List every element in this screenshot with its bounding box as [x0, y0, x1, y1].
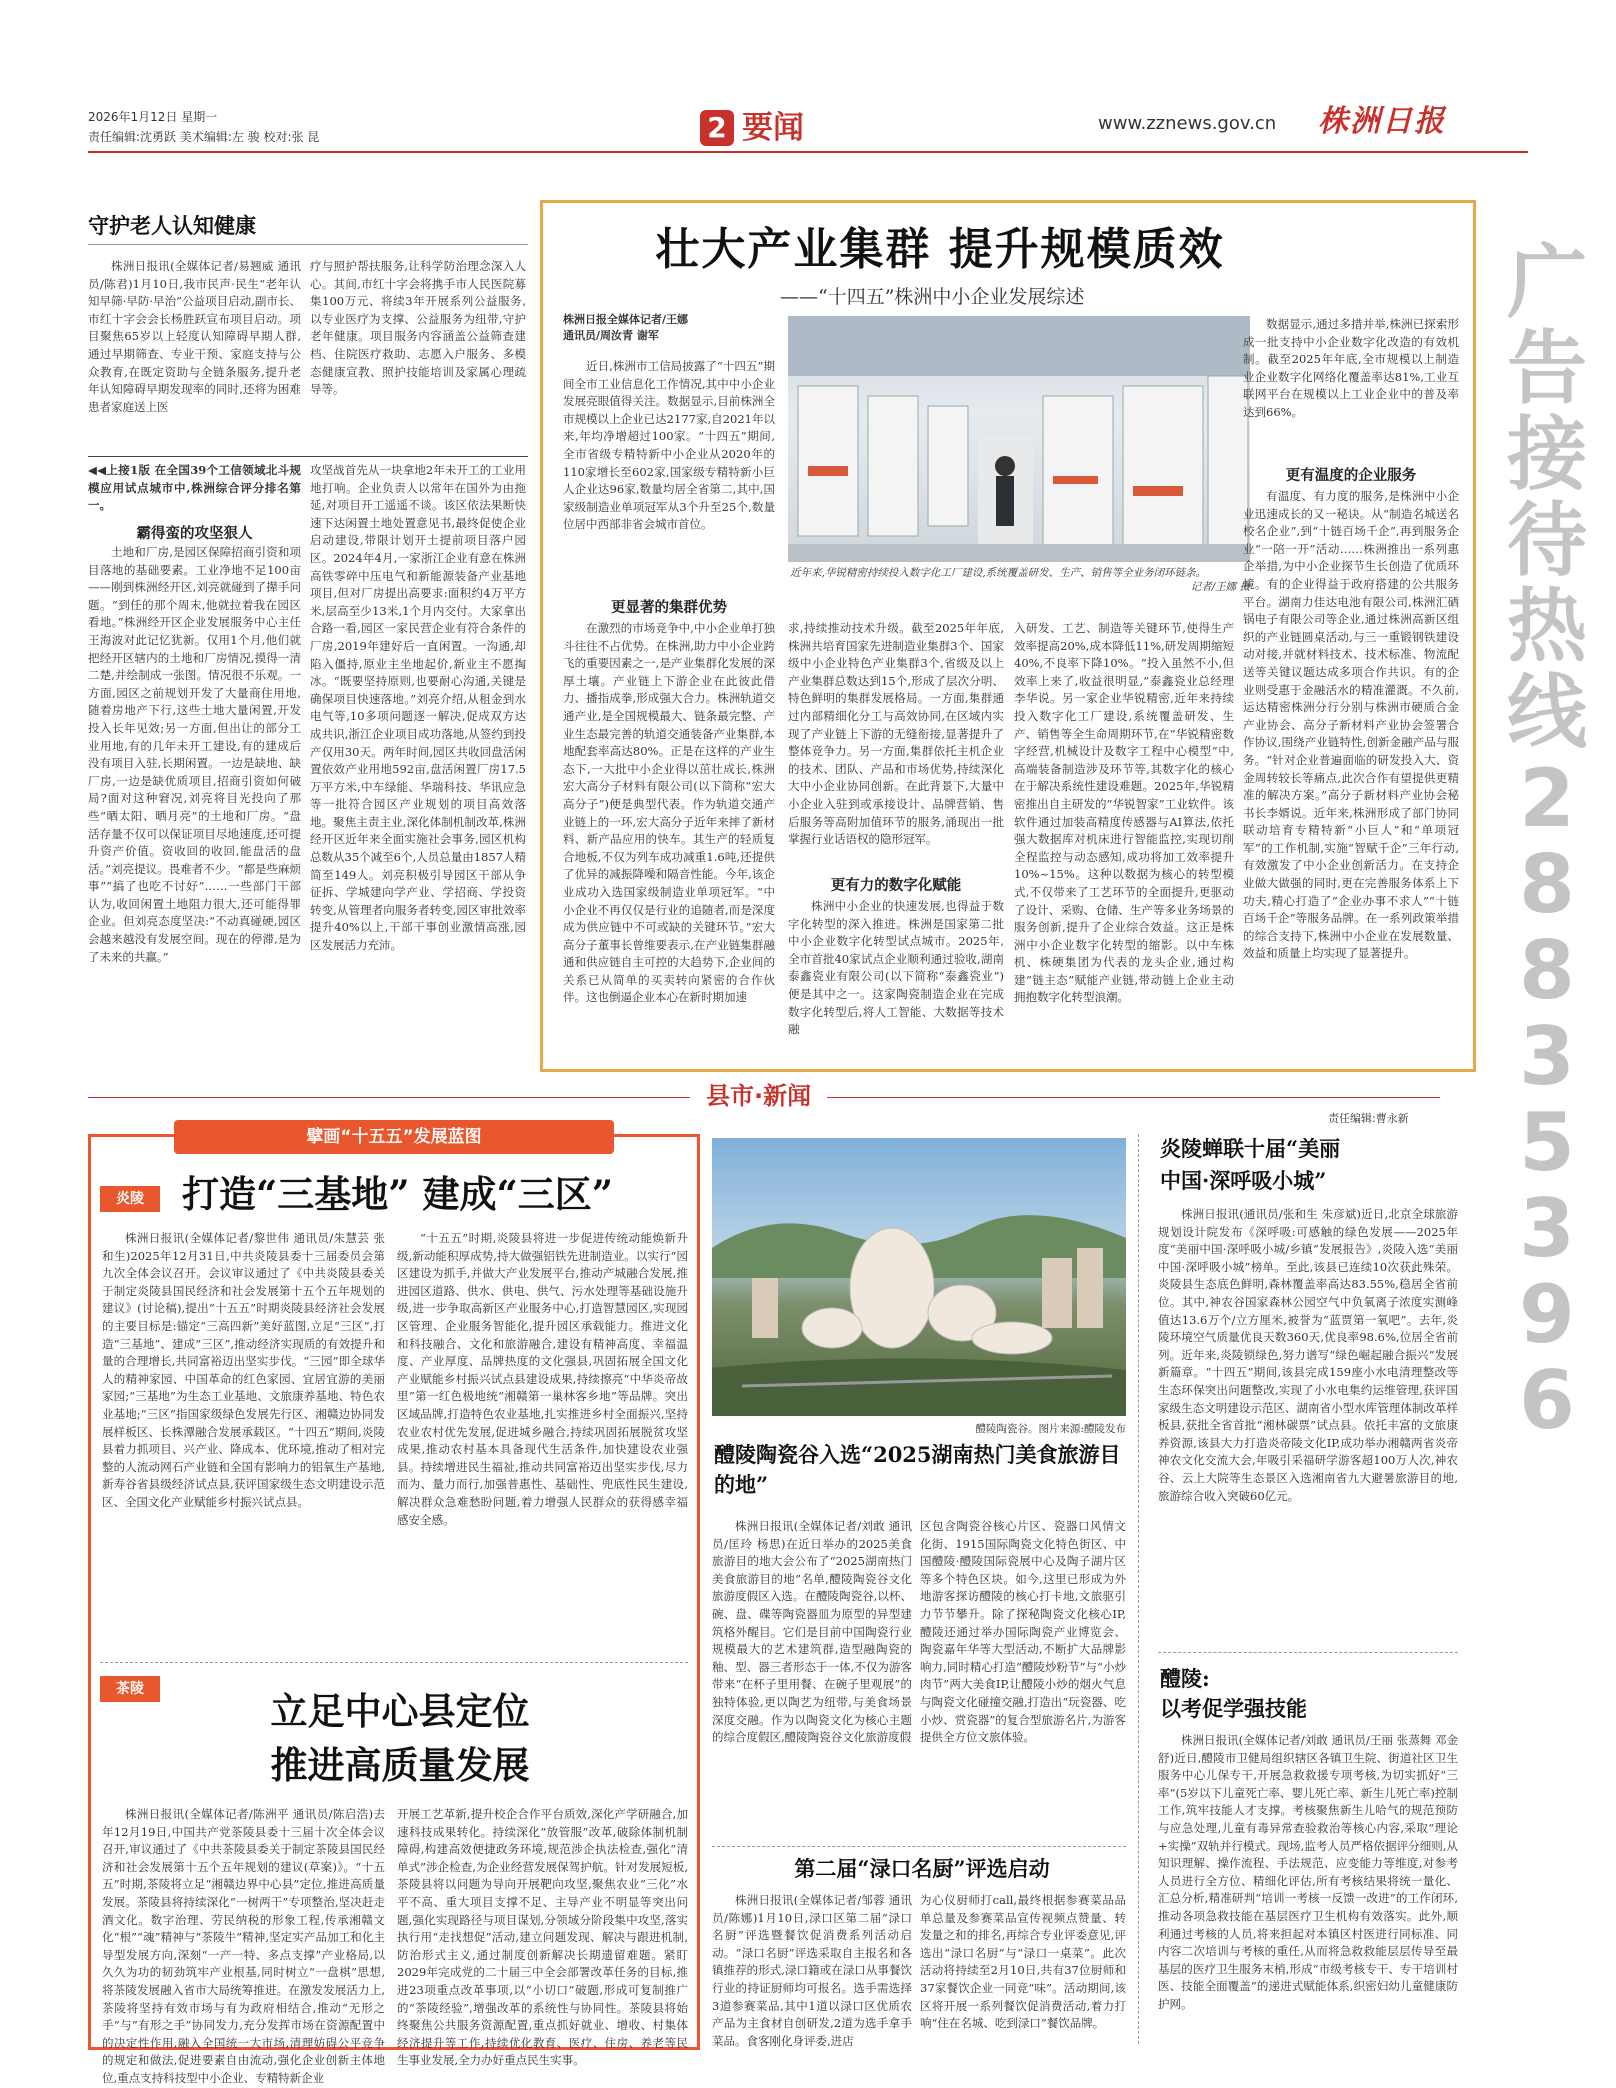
county-ribbon: 擘画“十五五”发展蓝图: [174, 1120, 614, 1154]
article-elderly-col1: [88, 258, 301, 438]
paragraph: 在激烈的市场竞争中,中小企业单打独斗往往不占优势。在株洲,助力中小企业跨飞的重要因素之一,是产业集群化发展的深厚土壤。产业链上下游企业在此彼此借力、播指成拳,形成强大合力。株洲轨道交通产业,是全国规模最大、链条最完整、产业生态最完善的轨道交通装备产业集群,本地配套率高达80%。正是在这样的产业生态下,一大批中小企业得以茁壮成长,株洲宏大高分子材料有限公司(以下简称“宏大高分子”)便是典型代表。作为轨道交通产业链上的一环,宏大高分子近年来摔了新材料、新产品应用的快车。其生产的轻质复合地板,不仅为列车成功减重1.6吨,还提供了优异的减振降噪和隔音性能。今年,该企业成功入选国家级制造业单项冠军。“中小企业不再仅仅是行业的追随者,而是深度成为供应链中不可或缺的关键环节。”宏大高分子董事长曾维要表示,在产业链集群融通和供应链自主可控的大趋势下,企业间的关系已从简单的买卖转向紧密的合作伙伴。这也倒逼企业本心在新时期加速: [563, 621, 775, 1005]
factory-illustration: [788, 316, 1250, 562]
feature-byline: 株洲日报全媒体记者/王娜 通讯员/周汝青 谢军: [563, 313, 689, 342]
paragraph: 株洲日报讯(全媒体记者/易翘威 通讯员/陈君)1月10日,我市民声·民生“老年认知早筛·早防·早治”公益项目启动,副市长、市红十字会会长杨胜跃宣布项目启动。项目聚焦65岁以上轻度认知障碍早期人群,通过早期筛查、专业干预、家庭支持与公众教育,在既定资助与全链条服务,提升老年认知障碍早期发现率的同时,还将为困难患者家庭送上医: [88, 259, 301, 414]
section-name: 要闻: [742, 110, 804, 146]
pottery-col2: [920, 1518, 1126, 1836]
ad-char: 3: [1519, 1010, 1575, 1103]
ad-char: 接: [1507, 408, 1587, 501]
chef-col1: [712, 1892, 912, 2052]
paragraph: 株洲日报讯(全媒体记者/刘敢 通讯员/匡玲 杨思)在近日举办的2025美食旅游目的地大会公布了“2025湖南热门美食旅游目的地”名单,醴陵陶瓷谷文化旅游度假区入选。在醴陵陶瓷谷,以杯、碗、盘、碟等陶瓷器皿为原型的异型建筑格外醒目。它们是目前中国陶瓷行业规模最大的艺术建筑群,造型融陶瓷的釉、型、器三者形态于一体,不仅为游客带来“在杯子里用餐、在碗子里观展”的独特体验,更以陶艺为纽带,与美食场景深度交融。作为以陶瓷文化为核心主题的综合度假区,醴陵陶瓷谷文化旅游度假: [712, 1519, 912, 1745]
feature-col4b: [1243, 488, 1459, 1058]
chaling-title-1: 立足中心县定位: [270, 1689, 530, 1733]
feature-subtitle: ——“十四五”株洲中小企业发展综述: [780, 286, 1085, 308]
paragraph: 株洲日报讯(全媒体记者/邹蓉 通讯员/陈娜)1月10日,渌口区第二届“渌口名厨”评选暨餐饮促消费系列活动启动。“渌口名厨”评选采取自主报名和各镇推荐的形式,渌口籍或在渌口从事餐饮行业的持证厨师均可报名。选手需选择3道参赛菜品,其中1道以渌口区优质农产品为主食材自创研发,2道为选手拿手菜品。食客刚化身评委,进店: [712, 1893, 912, 2048]
ad-hotline: [1482, 236, 1612, 1447]
paragraph: 近日,株洲市工信局披露了“十四五”期间全市工业信息化工作情况,其中中小企业发展亮眼值得关注。数据显示,目前株洲全市规模以上企业已达2177家,自2021年以来,年均净增超过100家。“十四五”期间,全市省级专精特新中小企业从2020年的110家增长至602家,国家级专精特新小巨人企业达96家,数量均居全省第二,其中,国家级制造业单项冠军从3个升至25个,数量位居中西部非省会城市首位。: [563, 359, 775, 532]
yanling-title: 打造“三基地” 建成“三区”: [182, 1172, 614, 1216]
feature-sub2: 更有力的数字化赋能: [830, 878, 962, 894]
paragraph: 入研发、工艺、制造等关键环节,使得生产效率提高20%,成本降低11%,研发周期缩短40%,不良率下降10%。“投入虽然不小,但效率上来了,收益很明显,”泰鑫瓷业总经理李华说。另一家企业华锐精密,近年来持续投入数字化工厂建设,系统覆盖研发、生产、销售等全生命周期环节,在“华锐精密数字经营,机械设计及数字工程中心模型”中,高端装备制造涉及环节等,其数字化的核心在于解决系统性建设难题。2025年,华锐精密推出自主研发的“华锐智家”工业软件。该软件通过加装高精度传感器与AI算法,依托强大数据库对机床进行智能监控,实现切削全程监控与动态感知,成功将加工效率提升10%~15%。这种以数据为核心的转型模式,不仅带来了工艺环节的全面提升,更驱动了设计、采购、仓储、生产等多业务场景的服务创新,提升了企业综合效益。这正是株洲中小企业数字化转型的缩影。以中车株机、株硬集团为代表的龙头企业,通过构建“链主态”赋能产业链,带动链上企业主动拥抱数字化转型浪潮。: [1014, 621, 1234, 1005]
paragraph: 数据显示,通过多措并举,株洲已探索形成一批支持中小企业数字化改造的有效机制。截至2025年年底,全市规模以上制造业企业数字化网络化覆盖率达81%,工业互联网平台在规模以上工业企业中的普及率达到66%。: [1243, 317, 1459, 419]
ad-char: 线: [1507, 666, 1587, 759]
paragraph: 株洲中小企业的快速发展,也得益于数字化转型的深入推进。株洲是国家第二批中小企业数字化转型试点城市。2025年,全市首批40家试点企业顺利通过验收,湖南泰鑫瓷业有限公司(以下简称“泰鑫瓷业”)便是其中之一。这家陶瓷制造企业在完成数字化转型后,将人工智能、大数据等技术融: [788, 899, 1004, 1037]
issue-date: 2026年1月12日 星期一: [88, 110, 218, 124]
yanling2-title-2: 中国·深呼吸小城”: [1160, 1168, 1327, 1193]
paragraph: 疗与照护帮扶服务,让科学防治理念深入人心。其间,市红十字会将携手市人民医院募集100万元、将续3年开展系列公益服务,以专业医疗为支撑、公益服务为纽带,守护老年健康。项目服务内容涵盖公益筛查建档、住院医疗救助、志愿入户服务、多模态健康宣教、照护技能培训及家属心理疏导等。: [310, 259, 526, 397]
factory-photo-credit: 记者/王娜 摄: [1190, 581, 1250, 593]
paragraph: “十五五”时期,炎陵县将进一步促进传统动能焕新升级,新动能积厚成势,持大做强铝铁先进制造业。以实行“园区建设为抓手,并做大产业发展平台,推动产城融合发展,推进园区道路、供水、供电、供气、污水处理等基础设施升级,进一步争取高新区产业服务中心,打造智慧园区,实现园区管理、企业服务智能化,提升园区承载能力。推进文化和科技融合、文化和旅游融合,建设有精神高度、幸福温度、产业厚度、品牌热度的文化强县,巩固拓展全国文化产业赋能乡村振兴试点县建设成果,持续擦亮“中华炎帝故里”第一红色极地统“湘赣第一巢林客乡地”等品牌。突出区域品牌,打造特色农业基地,扎实推进乡村全面振兴,坚持农业农村优先发展,促进城乡融合,持续巩固拓展脱贫攻坚成果,推动农村基本具备现代生活条件,加快建设农业强县。持续增进民生福祉,推动共同富裕迈出坚实步伐,尽力而为、量力而行,加强普惠性、基础性、兜底性民生建设,解决群众急难愁盼问题,着力增强人民群众的获得感幸福感安全感。: [397, 1231, 688, 1527]
pottery-valley-photo: [712, 1138, 1126, 1416]
ad-char: 3: [1519, 1182, 1575, 1275]
ad-char: 待: [1507, 494, 1587, 587]
yanling-tag: 炎陵: [100, 1186, 160, 1212]
factory-photo-caption: 近年来,华锐精密持续投入数字化工厂建设,系统覆盖研发、生产、销售等全业务闭环链条。: [790, 567, 1207, 579]
feature-sub1: 更显著的集群优势: [611, 600, 727, 616]
feature-title: 壮大产业集群 提升规模质效: [655, 224, 1225, 275]
article-wasteland-col1: [88, 544, 301, 1088]
ad-char: 8: [1519, 924, 1575, 1017]
rule: [100, 1662, 688, 1663]
liling-col: [1158, 1732, 1458, 2050]
paragraph: 为心仪厨师打call,最终根据参赛菜品品单总量及参赛菜品宣传视频点赞量、转发量之和的排名,再综合专业评委意见,评选出“渌口名厨”与“渌口一桌菜”。此次活动将持续至2月10日,共有37位厨师和37家餐饮企业一同竞“味”。活动期间,该区将开展一系列餐饮促消费活动,着力打响“住在名城、吃到渌口”餐饮品牌。: [920, 1893, 1126, 2031]
paragraph: 求,持续推动技术升级。截至2025年年底,株洲共培育国家先进制造业集群3个、国家级中小企业特色产业集群3个,省级及以上产业集群总数达到15个,形成了层次分明、特色鲜明的集群发展格局。一方面,集群通过内部精细化分工与高效协同,在区域内实现了产业链上下游的无缝衔接,显著提升了整体竞争力。另一方面,集群依托主机企业的技术、团队、产品和市场优势,持续深化大中小企业协同创新。在此背景下,大量中小企业入驻到或承接设计、品牌营销、售后服务等高附加值环节的服务,涌现出一批掌握行业话语权的隐形冠军。: [788, 621, 1004, 847]
rule: [88, 244, 528, 245]
chef-title: 第二届“渌口名厨”评选启动: [794, 1856, 1050, 1881]
article-wasteland-col2: [310, 462, 526, 1088]
rule: [712, 1846, 1126, 1847]
chaling-tag: 茶陵: [100, 1676, 160, 1702]
rule: [1158, 1652, 1458, 1653]
ad-char: 2: [1519, 752, 1575, 845]
rule: [88, 456, 528, 457]
paragraph: 开展工艺革新,提升校企合作平台质效,深化产学研融合,加速科技成果转化。持续深化“放管服”改革,破除体制机制障碍,构建高效便捷政务环境,规范涉企执法检查,强化“清单式”涉企检查,为企业经营发展保驾护航。针对发展短板,茶陵县将以问题为导向开展靶向攻坚,聚焦农业“三化”水平不高、重大项目支撑不足、主导产业不明显等突出问题,强化实现路径与项目谋划,分领域分阶段集中攻坚,落实执行用“走找想促”活动,建立问题发现、解决与跟进机制,防治形式主义,通过制度创新解决长期遗留难题。紧盯2029年完成党的二十届三中全会部署改革任务的目标,推进23项重点改革事项,以“小切口”破题,形成可复制推广的“茶陵经验”,增强改革的系统性与协同性。茶陵县将始终聚焦公共服务资源配置,重点抓好就业、增收、村集体经济提升等工作,持续优化教育、医疗、住房、养老等民生事业发展,全力办好重点民生实事。: [397, 1807, 688, 2068]
masthead-rule: [88, 151, 1528, 153]
pottery-col1: [712, 1518, 912, 1836]
chef-col2: [920, 1892, 1126, 2052]
yanling2-col: [1158, 1206, 1458, 1646]
feature-col2b: [788, 898, 1004, 1058]
feature-sub3: 更有温度的企业服务: [1285, 468, 1417, 484]
page-editors: 责任编辑:沈勇跃 美术编辑:左 骏 校对:张 昆: [88, 130, 320, 144]
page-number-badge: 2: [700, 110, 734, 146]
liling-title-1: 醴陵:: [1160, 1666, 1210, 1691]
ad-char: 广: [1507, 236, 1587, 329]
ad-char: 9: [1519, 1268, 1575, 1361]
yanling2-title-1: 炎陵蝉联十届“美丽: [1160, 1136, 1341, 1161]
ad-char: 8: [1519, 838, 1575, 931]
pottery-valley-illustration: [712, 1138, 1126, 1416]
yanling-col1: [102, 1230, 385, 1652]
ad-char: 告: [1507, 322, 1587, 415]
chaling-col1: [102, 1806, 385, 2085]
column-divider: [1138, 1134, 1139, 2044]
website-url[interactable]: www.zznews.gov.cn: [1098, 113, 1277, 134]
band-editor: 责任编辑:曹永新: [1328, 1112, 1409, 1125]
ad-char: 5: [1519, 1096, 1575, 1189]
chaling-col2: [397, 1806, 688, 2068]
feature-col2: [788, 620, 1004, 868]
band-label: 县市·新闻: [690, 1078, 827, 1114]
feature-col1: [563, 358, 775, 592]
paragraph: ◀◀上接1版 在全国39个工信领域北斗规模应用试点城市中,株洲综合评分排名第一。: [88, 463, 301, 513]
pottery-title: 醴陵陶瓷谷入选“2025湖南热门美食旅游目的地”: [714, 1442, 1121, 1497]
ad-char: 6: [1519, 1354, 1575, 1447]
factory-photo: [788, 316, 1250, 562]
paragraph: 土地和厂房,是园区保障招商引资和项目落地的基础要素。工业净地不足100亩——刚到株洲经开区,刘亮就碰到了撵手问题。“到任的那个周末,他就拉着我在园区看地。”株洲经开区企业发展服务中心主任王海波对此记忆犹新。仅用1个月,他们就把经开区辖内的土地和厂房情况,摸得一清二楚,并绘制成一张图。情况很不乐观。一方面,园区之前规划开发了大量商住用地,随着房地产下行,这些土地大量闲置,开发投入长年见效;另一方面,但出让的部分工业用地,有的几年未开工建设,有的建成后没有项目入驻,长期闲置。一边是缺地、缺厂房,一边是缺优质项目,招商引资如何破局?面对这种窘况,刘亮将目光投向了那些“晒太阳、晒月亮”的土地和厂房。“盘活存量不仅可以保证项目尽地速度,还可提升资产价值。资收回的收回,能盘活的盘活。”刘亮提议。畏难者不少。“都是些麻烦事”“搞了也吃不讨好”……一些部门干部认为,收回闲置土地阻力很大,还可能得罪企业。但刘亮态度坚决:“不动真碰硬,园区会越来越没有发展空间。现在的停滞,是为了未来的共赢。”: [88, 545, 302, 964]
article-wasteland-subhead: 霸得蛮的攻坚狠人: [136, 526, 253, 542]
paragraph: 株洲日报讯(通讯员/张和生 朱彦斌)近日,北京全球旅游规划设计院发布《深呼吸:可感触的绿色发展——2025年度“美丽中国·深呼吸小城/乡镇”发展报告》,炎陵入选“美丽中国·深呼吸小城”榜单。至此,该县已连续10次获此殊荣。炎陵县生态底色鲜明,森林覆盖率高达83.55%,稳居全省前位。其中,神农谷国家森林公园空气中负氧离子浓度实测峰值达13.6万个/立方厘米,被誉为“蓝贾第一氧吧”。去年,炎陵环境空气质量优良天数360天,优良率98.6%,位居全省前列。近年来,炎陵锁绿色,努力谱写“绿色崛起融合振兴”发展新篇章。“十四五”期间,该县完成159座小水电清理整改等生态环保突出问题整改,实现了小水电集约运维管理,获评国家级生态文明建设示范区、湖南省小型水库管理体制改革样板县,获批全省首批“湘林碳票”试点县。依托丰富的文旅康养资源,该县大力打造炎帝陵文化IP,成功举办湘赣两省炎帝神农文化交流大会,年吸引采福研学游客超100万人次,神农谷、云上大院等生态景区入选湘南省九大避暑旅游目的地,旅游综合收入突破60亿元。: [1158, 1207, 1458, 1503]
feature-col4: [1243, 316, 1459, 456]
chaling-title-2: 推进高质量发展: [270, 1743, 530, 1787]
paragraph: 区包含陶瓷谷核心片区、瓷器口风情文化街、1915国际陶瓷文化特色街区、中国醴陵·醴陵国际瓷展中心及陶子湖片区等多个特色区块。如今,这里已形成为外地游客探访醴陵的核心打卡地,文旅驱引力节节攀升。除了探秘陶瓷文化核心IP,醴陵还通过举办国际陶瓷产业博览会、陶瓷嘉年华等大型活动,不断扩大品牌影响力,同时精心打造“醴陵炒粉节”与“小炒肉节”两大美食IP,让醴陵小炒的烟火气息与陶瓷文化碰撞交融,打造出“玩瓷器、吃小炒、赏瓷器”的复合型旅游名片,为游客提供全方位文旅体验。: [920, 1519, 1126, 1745]
pottery-photo-caption: 醴陵陶瓷谷。图片来源:醴陵发布: [975, 1423, 1126, 1435]
feature-col3: [1014, 620, 1234, 1058]
liling-title-2: 以考促学强技能: [1160, 1696, 1307, 1721]
paragraph: 攻坚战首先从一块拿地2年未开工的工业用地打响。企业负责人以常年在国外为由拖延,对项目开工遥遥不谈。该区依法果断快速下达闲置土地处置意见书,最终促使企业启动建设,带限计划开土提前项目落户园区。2024年4月,一家浙江企业有意在株洲高铁零碎中压电气和新能源装备产业基地项目,但对厂房提出高要求:面积约4万平方米,层高至少13米,1个月内交付。大家拿出合路一看,园区一家民营企业有符合条件的厂房,2019年建好后一直闲置。一沟通,却陷入僵持,原业主坐地起价,新业主不愿掏冰。“既要坚持原则,也要耐心沟通,关键是确保项目快速落地。”刘亮介绍,从租金到水电气等,10多项问题逐一解决,促成双方达成共识,浙江企业项目成功落地,从签约到投产仅用30天。两年时间,园区共收回盘活闲置依效产业用地592亩,盘活闲置厂房17.5万平方米,中车绿能、华瑞科技、华讯应急等一批符合园区产业规划的项目高效落地。聚焦主责主业,深化体制机制改革,株洲经开区近年来全面实施社会事务,园区机构总数从35个减至6个,人员总量由1857人精简至149人。刘亮积极引导园区干部从争征拆、学城建向学产业、学招商、学投资转变,从管理者向服务者转变,园区审批效率提升40%以上,干部干事创业激情高涨,园区发展活力充沛。: [310, 463, 526, 953]
paragraph: 株洲日报讯(全媒体记者/陈洲平 通讯员/陈启浩)去年12月19日,中国共产党茶陵县委十三届十次全体会议召开,审议通过了《中共茶陵县委关于制定茶陵县国民经济和社会发展第十五个五年规划的建议(草案)》。“十五五”时期,茶陵将立足“湘赣边界中心县”定位,推进高质量发展。茶陵县将持续深化“一树两干”专项整治,坚决赶走酒文化。数字治理、劳民纳税的形象工程,传承湘赣文化“根”“魂”精神与“茶陵牛”精神,坚定实产品加工和化主导型发展方向,深刻“一产一特、多点支撑”产业格局,以久久为功的韧劲筑牢产业根基,同时树立“一盘棋”思想,将茶陵发展融入省市大局统筹推进。在激发发展活力上,茶陵将坚持有效市场与有为政府相结合,推动“无形之手”与“有形之手”协同发力,充分发挥市场在资源配置中的决定性作用,融入全国统一大市场,清理妨碍公平竞争的规定和做法,促进要素自由流动,强化企业创新主体地位,重点支持科技型中小企业、专精特新企业: [102, 1807, 385, 2085]
feature-col1b: [563, 620, 775, 1058]
paragraph: 株洲日报讯(全媒体记者/刘敢 通讯员/王丽 张蒸舞 邓金舒)近日,醴陵市卫健局组织辖区各镇卫生院、街道社区卫生服务中心儿保专干,开展急救救援专项考核,为切实抓好“三率”(5岁以下儿童死亡率、婴儿死亡率、新生儿死亡率)控制工作,筑牢技能人才支撑。考核聚焦新生儿哈气的规范预防与应急处理,儿童有毒异常查验救治等核心内容,采取“理论+实操”双轨并行模式。现场,监考人员严格依据评分细则,从知识理解、操作流程、手法规范、应变能力等维度,对参考人员进行全方位、精细化评估,所有考核结果将统一量化、汇总分析,精准研判“培训一考核一反馈一改进”的工作闭环,推动各项急救技能在基层医疗卫生机构有效落实。此外,顺利通过考核的人员,将来担起对本镇区村医进行同标准、同内容二次培训与考核的重任,从而将急救救能层层传导至最基层的医疗卫生服务末梢,形成“市级考核专干、专干培训村医、技能全面覆盖”的递进式赋能体系,织密妇幼儿童健康防护网。: [1158, 1733, 1458, 2011]
paragraph: 有温度、有力度的服务,是株洲中小企业迅速成长的又一秘诀。从“制造名城送名校名企业”,到“十链百场千企”,再到服务企业“一陪一开”活动……株洲推出一系列惠企举措,为中小企业探节生长创造了优质环境。有的企业得益于政府搭建的公共服务平台。湖南力佳达电池有限公司,株洲汇硒锅电子有限公司等企业,通过株洲高新区组织的产业链圆桌活动,与三一重锻钢铁建设动对接,并就材料技术、技术标准、物流配送等关键议题达成多项合作共识。有的企业则受惠于金融活水的精准灌溉。不久前,运达精密株洲分行分别与株洲市硬质合金产业协会、高分子新材料产业协会签署合作协议,围绕产业链特性,创新金融产品与服务。“针对企业普遍面临的研发投入大、资金周转较长等痛点,此次合作有望提供更精准的解决方案。”高分子新材料产业协会秘书长李婿说。近年来,株洲形成了部门协同联动培育专精特新“小巨人”和“单项冠军”的工作机制,实施“智赋千企”三年行动,有效激发了中小企业创新活力。在支持企业做大做强的同时,更在完善服务体系上下功夫,精心打造了“企业办事不求人”“十链百场千企”等服务品牌。在一系列政策举措的综合支持下,株洲中小企业在发展数量、效益和质量上均实现了显著提升。: [1243, 489, 1459, 961]
paragraph: 株洲日报讯(全媒体记者/黎世伟 通讯员/朱慧芸 张和生)2025年12月31日,中共炎陵县委十三届委员会第九次全体会议召开。会议审议通过了《中共炎陵县委关于制定炎陵县国民经济和社会发展第十五个五年规划的建议》(讨论稿),提出“十五五”时期炎陵县经济社会发展的主要目标是:锚定“三高四新”美好蓝图,立足“三区”,打造“三基地”、建成“三区”,推动经济实现质的有效提升和量的合理增长,共同富裕迈出坚实步伐。“三园”即全球华人的精神家园、中国革命的红色家园、宜居宜游的美丽家园;“三基地”为生态工业基地、文旅康养基地、特色农业基地;“三区”指国家级绿色发展先行区、湘赣边协同发展样板区、长株潭融合发展承载区。“十四五”期间,炎陵县着力抓项目、兴产业、降成本、优环境,推动了相对完整的人流动网石产业链和全国有影响力的铝氧生产基地,新寿谷省县级经济试点县,获评国家级生态文明建设示范区、全国文化产业赋能乡村振兴试点县。: [102, 1231, 385, 1509]
article-elderly-title: 守护老人认知健康: [88, 213, 256, 238]
yanling-col2: [397, 1230, 688, 1652]
article-wasteland-lead: [88, 462, 301, 516]
ad-char: 热: [1507, 580, 1587, 673]
newspaper-logo: 株洲日报: [1318, 104, 1446, 139]
article-elderly-col2: [310, 258, 526, 438]
